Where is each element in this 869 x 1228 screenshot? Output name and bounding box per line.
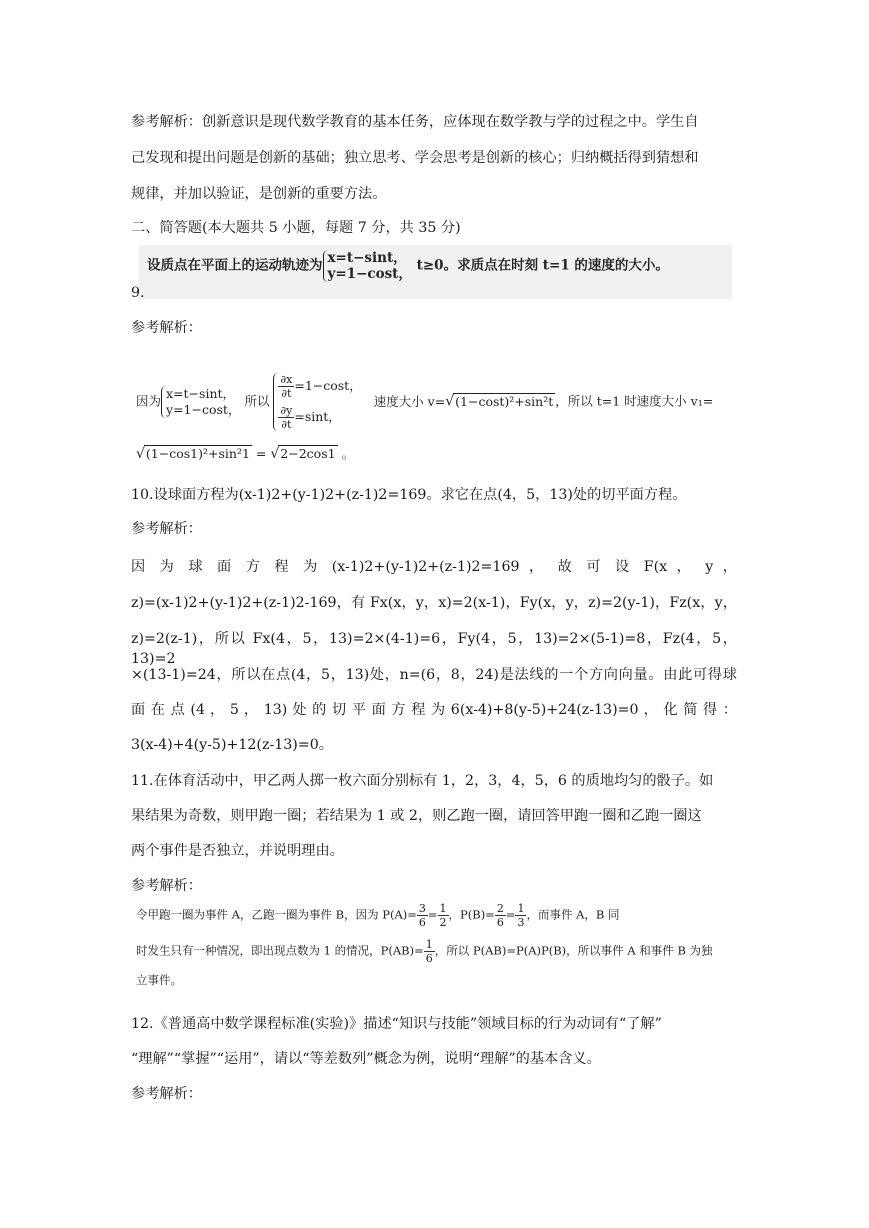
q11-s1b: = (427, 907, 438, 922)
q11-solution-line-2 (136, 938, 713, 965)
final-end: 。 (341, 446, 355, 461)
q11-s2b: ，所以 P(AB)=P(A)P(B)，所以事件 A 和事件 B 为独 (434, 943, 713, 958)
question-12-line: “理解”“掌握”“运用”，请以“等差数列”概念为例，说明“理解”的基本含义。 (131, 1051, 601, 1067)
q11-s1c: ，P(B)= (448, 907, 495, 922)
question-10: 10.设球面方程为(x-1)2+(y-1)2+(z-1)2=169。求它在点(4，5，13)处的切平面方程。 (131, 487, 687, 503)
q9-sol-so: 所以 (244, 393, 270, 409)
q9-sol-eq1: x=t−sint， (166, 386, 236, 401)
paragraph-line: 3(x-4)+4(y-5)+12(z-13)=0。 (131, 737, 333, 753)
question-number: 9. (131, 285, 145, 301)
paragraph-line: 己发现和提出问题是创新的基础；独立思考、学会思考是创新的核心；归纳概括得到猜想和 (131, 150, 699, 166)
q11-s1d: = (505, 907, 516, 922)
q11-s1e: ，而事件 A，B 同 (526, 907, 620, 922)
final-radicand-1: (1−cos1)²+sin²1 (145, 446, 250, 461)
q11-s2a: 时发生只有一种情况，即出现点数为 1 的情况，P(AB)= (136, 943, 424, 958)
frac-num: 3 (418, 902, 426, 915)
q9-sol-eq2: y=1−cost， (166, 402, 241, 417)
frac-num: 1 (517, 902, 525, 915)
speed-radicand: (1−cost)²+sin²t (455, 393, 554, 409)
frac-num: 1 (425, 938, 433, 951)
question-9-text (147, 250, 669, 282)
dt-denominator: ∂t (281, 387, 292, 400)
q9-sol-because: 因为 (136, 393, 162, 409)
paragraph-line: z)=(x-1)2+(y-1)2+(z-1)2-169，有 Fx(x，y，x)=2(x-1)，Fy(x，y，z)=2(y-1)，Fz(x，y， (131, 595, 737, 611)
q9-condition: t≥0。求质点在时刻 t=1 的速度的大小。 (416, 257, 669, 274)
q9-system (323, 250, 412, 282)
frac-den: 6 (496, 916, 504, 929)
dx-rhs: =1−cost， (294, 378, 362, 393)
answer-label: 参考解析： (131, 878, 202, 894)
q9-solution: 因为 x=t−sint， y=1−cost， 所以 $\frac{\partial x}{\partial t}$ =1−cost， $\frac{\partial y}{\partial t}$ =sint， 速度大小 v=√(1−cost)²+sin²t ，所以 t=1 时速度大小 v₁= (136, 373, 714, 431)
q9-eq2: y=1−cost， (327, 266, 412, 282)
frac-den: 2 (439, 916, 447, 929)
answer-label: 参考解析： (131, 320, 202, 336)
frac-den: 6 (418, 916, 426, 929)
q9-derivative-system (273, 373, 361, 431)
q9-sol-system (161, 386, 240, 418)
q11-solution-line-1 (136, 902, 620, 929)
q9-final: √(1−cos1)²+sin²1 = √2−2cos1 。 (136, 446, 355, 462)
question-11-line: 两个事件是否独立，并说明理由。 (131, 843, 344, 859)
question-11-line: 果结果为奇数，则甲跑一圈；若结果为 1 或 2，则乙跑一圈，请回答甲跑一圈和乙跑一圈这 (131, 808, 702, 824)
answer-label: 参考解析： (131, 1086, 202, 1102)
speed-tail: ，所以 t=1 时速度大小 v₁= (555, 393, 714, 409)
q11-solution-line-3: 立事件。 (136, 973, 182, 987)
final-equals: = (255, 446, 267, 461)
paragraph-line: 因 为 球 面 方 程 为 (x-1)2+(y-1)2+(z-1)2=169 ， 故 可 设 F(x ， y ， (131, 559, 737, 575)
dx-numerator: ∂x (280, 373, 293, 386)
paragraph-line: 规律，并加以验证，是创新的重要方法。 (131, 186, 387, 202)
question-12-line: 12.《普通高中数学课程标准(实验)》描述“知识与技能”领域目标的行为动词有“了解” (131, 1016, 662, 1032)
frac-den: 6 (425, 952, 433, 965)
q9-eq1: x=t−sint， (327, 250, 407, 266)
section-heading: 二、简答题(本大题共 5 小题，每题 7 分，共 35 分) (131, 220, 461, 236)
paragraph-line: 面 在 点 (4 ， 5 ， 13) 处 的 切 平 面 方 程 为 6(x-4)+8(y-5)+24(z-13)=0 ， 化 简 得 ： (131, 702, 737, 718)
paragraph-line: 参考解析：创新意识是现代数学教育的基本任务，应体现在数学教与学的过程之中。学生自 (131, 114, 699, 130)
dt-denominator: ∂t (281, 418, 292, 431)
q11-s1a: 令甲跑一圈为事件 A，乙跑一圈为事件 B，因为 P(A)= (136, 907, 417, 922)
paragraph-line: ×(13-1)=24，所以在点(4，5，13)处，n=(6，8，24)是法线的一个方向向量。由此可得球 (131, 667, 737, 683)
frac-num: 1 (439, 902, 447, 915)
answer-label: 参考解析： (131, 521, 202, 537)
frac-num: 2 (496, 902, 504, 915)
frac-den: 3 (517, 916, 525, 929)
question-11-line: 11.在体育活动中，甲乙两人掷一枚六面分别标有 1，2，3，4，5，6 的质地均匀的骰子。如 (131, 773, 714, 789)
paragraph-line: z)=2(z-1)，所以 Fx(4，5，13)=2×(4-1)=6，Fy(4，5，13)=2×(5-1)=8，Fz(4，5，13)=2 (131, 631, 737, 667)
dy-rhs: =sint， (294, 409, 341, 424)
dy-numerator: ∂y (280, 404, 293, 417)
final-radicand-2: 2−2cos1 (280, 446, 336, 461)
q9-prefix: 设质点在平面上的运动轨迹为 (147, 257, 323, 274)
speed-text: 速度大小 v= (373, 393, 446, 409)
